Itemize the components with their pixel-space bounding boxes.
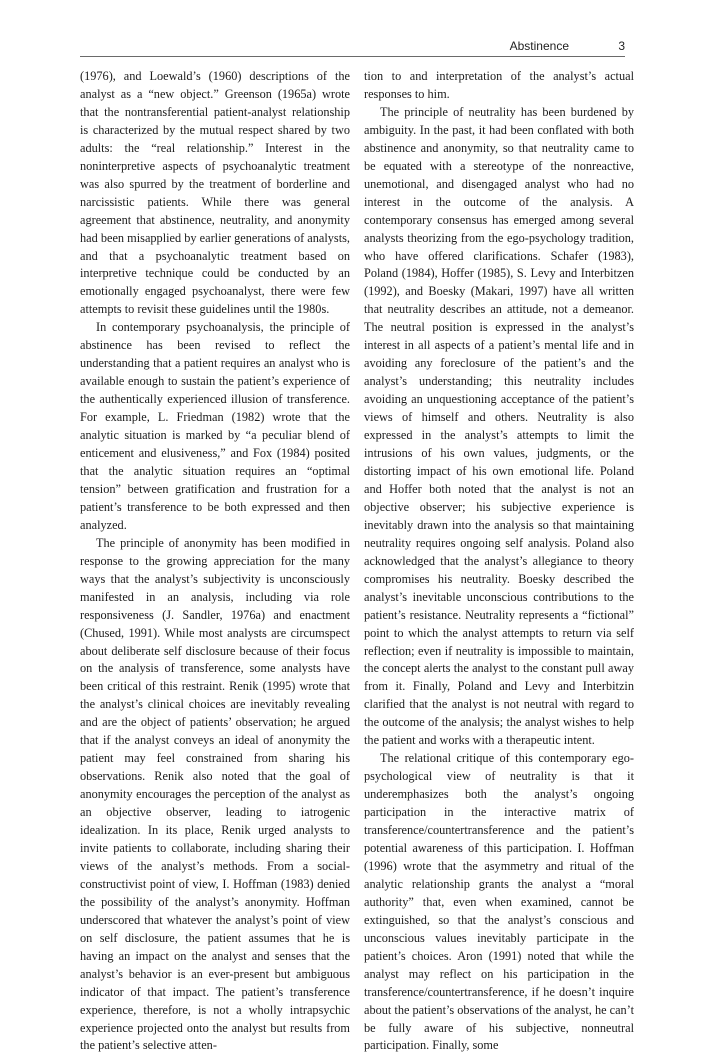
paragraph: The relational critique of this contemporary ego-psychological view of neutrality is that it underemphasizes both the analyst’s ongoing participation in the interactive matrix of transference/countertransference and the patient’s potential awareness of this participation. I. Hoffman (1996) wrote that the asymmetry and ritual of the analytic relationship grants the analyst a “moral authority” that, even when examined, cannot be extinguished, so that the analyst’s conscious and unconscious values inevitably participate in the patient’s choices. Aron (1991) noted that while the analyst may reflect on his participation in the transference/countertransference, if he doesn’t inquire about the patient’s observations of the analyst, he can’t be fully aware of his subjective, nonneutral participation. Finally, some (364, 751, 634, 1053)
paragraph: In contemporary psychoanalysis, the principle of abstinence has been revised to reflect the understanding that a patient requires an analyst who is available enough to sustain the patient’s experience of the authentically experienced illusion of transference. For example, L. Friedman (1982) wrote that the analytic situation is marked by “a peculiar blend of enticement and elusiveness,” and Fox (1984) posited that the analytic situation requires an “optimal tension” between gratification and frustration for a patient’s transference to be both expressed and then analyzed. (80, 320, 350, 532)
paragraph: The principle of anonymity has been modified in response to the growing appreciation for the many ways that the analyst’s subjectivity is unconsciously manifested in an analysis, including via role responsiveness (J. Sandler, 1976a) and enactment (Chused, 1991). While most analysts are circumspect about deliberate self disclosure because of their focus on the analysis of transference, some analysts have been critical of this restraint. Renik (1995) wrote that the analyst’s clinical choices are inevitably revealing and are the object of patients’ observation; he argued that if the analyst conveys an ideal of anonymity the patient may feel constrained from sharing his observations. Renik also noted that the goal of anonymity encourages the perception of the analyst as an objective observer, leading to iatrogenic idealization. In its place, Renik urged analysts to invite patients to collaborate, including sharing their views of the analyst’s methods. From a social-constructivist point of view, I. Hoffman (1983) denied the possibility of the analyst’s anonymity. Hoffman underscored that whatever the analyst’s point of view on self disclosure, the patient assumes that he is having an impact on the analyst and senses that the analyst’s behavior is an ever-present but ambiguous indicator of that impact. The patient’s transference experience, therefore, is not a wholly intrapsychic experience projected onto the analyst but results from the patient’s selective atten- (80, 535, 350, 1053)
paragraph: (1976), and Loewald’s (1960) descriptions of the analyst as a “new object.” Greenson (1965a) wrote that the nontransferential patient-analyst relationship is characterized by the mutual respect shared by two adults: the “real relationship.” Interest in the noninterpretive aspects of psychoanalytic treatment was also spurred by the treatment of borderline and narcissistic patients. While there was general agreement that abstinence, neutrality, and anonymity had been misapplied by earlier generations of analysts, and that a psychoanalytic treatment based on interpretive technique could be conducted by an emotionally engaged psychoanalyst, there were few attempts to revisit these guidelines until the 1980s. (80, 69, 350, 317)
paragraph: The principle of neutrality has been burdened by ambiguity. In the past, it had been conflated with both abstinence and anonymity, so that neutrality came to be equated with a stereotype of the nonreactive, unemotional, and disengaged analyst who had no interest in the outcome of the analysis. A contemporary consensus has emerged among several analysts theorizing from the ego-psychology tradition, who have offered clarifications. Schafer (1983), Poland (1984), Hoffer (1985), S. Levy and Interbitzen (1992), and Boesky (Makari, 1997) have all written that neutrality describes an attitude, not a demeanor. The neutral position is expressed in the analyst’s interest in all aspects of a patient’s mental life and in avoiding any foreclosure of the patient’s and the analyst’s understanding; this neutrality includes avoiding an unquestioning acceptance of the patient’s views of himself and others. Neutrality is also expressed in the analyst’s attempts to limit the intrusions of his own values, judgments, or the distorting impact of his own emotional life. Poland and Hoffer both noted that the analyst is not an objective observer; his subjective experience is inevitably drawn into the analysis so that maintaining neutrality requires ongoing self analysis. Poland also acknowledged that the analyst’s allegiance to theory compromises his neutrality. Boesky described the analyst’s inevitable unconscious contributions to the patient’s resistance. Neutrality represents a “fictional” point to which the analyst attempts to return via self reflection; even if neutrality is impossible to maintain, the concept alerts the analyst to the constant pull away from it. Finally, Poland and Levy and Interbitzin clarified that the analyst is not neutral with regard to the outcome of the analysis; the analyst wishes to help the patient and works with a therapeutic intent. (364, 104, 634, 748)
section-title: Abstinence (509, 39, 569, 53)
left-column (80, 68, 350, 1055)
paragraph: tion to and interpretation of the analyst’s actual responses to him. (364, 69, 634, 101)
page-number: 3 (618, 39, 625, 53)
running-header (80, 34, 625, 57)
right-column (364, 68, 634, 1055)
